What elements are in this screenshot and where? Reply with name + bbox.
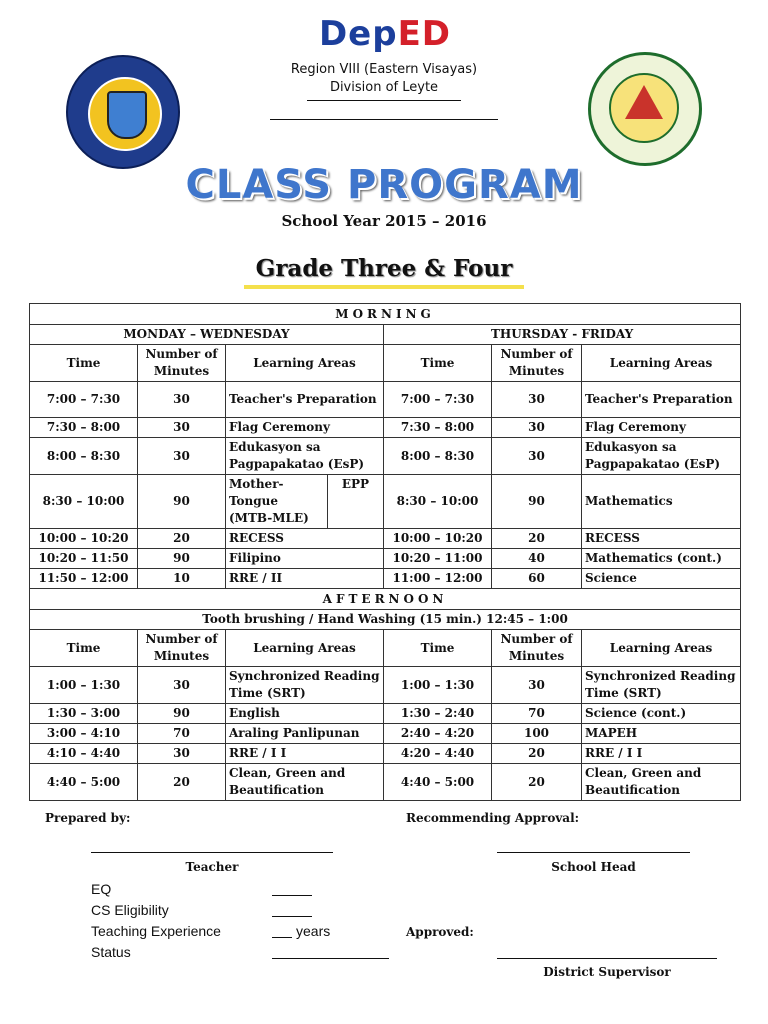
cell-minutes: 20	[138, 529, 226, 549]
cell-area: RECESS	[582, 529, 741, 549]
seal-inner	[88, 77, 162, 151]
cell-area: Synchronized Reading Time (SRT)	[582, 667, 741, 704]
teacher-signature-line	[91, 852, 333, 853]
col-minutes: Number of Minutes	[492, 630, 582, 667]
cell-time: 10:00 – 10:20	[30, 529, 138, 549]
table-row	[30, 549, 741, 569]
status-label: Status	[91, 944, 131, 960]
cell-time: 7:00 – 7:30	[30, 382, 138, 418]
cell-time: 1:30 – 3:00	[30, 704, 138, 724]
col-areas: Learning Areas	[226, 630, 384, 667]
cell-time: 7:00 – 7:30	[384, 382, 492, 418]
cell-area-epp: EPP	[328, 475, 384, 529]
col-time: Time	[384, 345, 492, 382]
teaching-experience-blank	[272, 937, 292, 938]
cell-area: Flag Ceremony	[226, 418, 384, 438]
cell-minutes: 30	[492, 667, 582, 704]
cell-area: RRE / I I	[226, 744, 384, 764]
cell-area: Edukasyon sa Pagpapakatao (EsP)	[582, 438, 741, 475]
district-supervisor-signature-line	[497, 958, 717, 959]
cs-eligibility-blank	[272, 916, 312, 917]
school-year: School Year 2015 – 2016	[281, 212, 487, 230]
column-header-row	[30, 345, 741, 382]
shield-icon	[107, 91, 147, 139]
cell-minutes: 30	[492, 382, 582, 418]
cs-eligibility-label: CS Eligibility	[91, 902, 169, 918]
cell-area: Mathematics (cont.)	[582, 549, 741, 569]
eq-blank	[272, 895, 312, 896]
days-left: MONDAY – WEDNESDAY	[30, 325, 384, 345]
cell-minutes: 30	[138, 418, 226, 438]
cell-area: RRE / I I	[582, 744, 741, 764]
blank-line-1	[307, 100, 461, 101]
cell-minutes: 90	[138, 475, 226, 529]
tooth-brushing-row	[30, 610, 741, 630]
recommending-approval-label: Recommending Approval:	[406, 811, 580, 825]
table-row	[30, 569, 741, 589]
cell-time: 3:00 – 4:10	[30, 724, 138, 744]
cell-time: 4:40 – 5:00	[30, 764, 138, 801]
cell-time: 8:30 – 10:00	[30, 475, 138, 529]
cell-minutes: 30	[138, 744, 226, 764]
cell-time: 8:30 – 10:00	[384, 475, 492, 529]
cell-time: 4:20 – 4:40	[384, 744, 492, 764]
eq-label: EQ	[91, 881, 112, 897]
cell-minutes: 70	[492, 704, 582, 724]
grade-title: Grade Three & Four	[255, 255, 513, 282]
column-header-row	[30, 630, 741, 667]
cell-area: Teacher's Preparation	[582, 382, 741, 418]
cell-time: 8:00 – 8:30	[30, 438, 138, 475]
table-row	[30, 764, 741, 801]
status-blank	[272, 958, 389, 959]
cell-area: Science	[582, 569, 741, 589]
cell-area: Mathematics	[582, 475, 741, 529]
afternoon-header-row	[30, 589, 741, 610]
cell-minutes: 20	[138, 764, 226, 801]
col-areas: Learning Areas	[226, 345, 384, 382]
cell-area: Synchronized Reading Time (SRT)	[226, 667, 384, 704]
col-areas: Learning Areas	[582, 345, 741, 382]
seal-inner	[609, 73, 679, 143]
division-label: Division of Leyte	[329, 80, 439, 95]
cell-area: Edukasyon sa Pagpapakatao (EsP)	[226, 438, 384, 475]
cell-area: Teacher's Preparation	[226, 382, 384, 418]
cell-minutes: 10	[138, 569, 226, 589]
col-areas: Learning Areas	[582, 630, 741, 667]
cell-minutes: 30	[138, 382, 226, 418]
afternoon-label: AFTERNOON	[30, 589, 741, 610]
cell-time: 1:00 – 1:30	[30, 667, 138, 704]
cell-minutes: 30	[492, 418, 582, 438]
cell-area: Flag Ceremony	[582, 418, 741, 438]
cell-area: Clean, Green and Beautification	[582, 764, 741, 801]
cell-area: Clean, Green and Beautification	[226, 764, 384, 801]
cell-minutes: 90	[138, 549, 226, 569]
cell-minutes: 20	[492, 529, 582, 549]
cell-minutes: 70	[138, 724, 226, 744]
cell-minutes: 90	[492, 475, 582, 529]
cell-minutes: 30	[492, 438, 582, 475]
cell-minutes: 30	[138, 667, 226, 704]
cell-time: 10:00 – 10:20	[384, 529, 492, 549]
cell-area: Araling Panlipunan	[226, 724, 384, 744]
triangle-icon	[625, 85, 663, 119]
table-row	[30, 438, 741, 475]
cell-minutes: 20	[492, 744, 582, 764]
school-head-signature-line	[497, 852, 690, 853]
teacher-label: Teacher	[185, 860, 239, 874]
col-minutes: Number of Minutes	[138, 345, 226, 382]
col-time: Time	[384, 630, 492, 667]
class-program-table	[29, 303, 741, 801]
days-row	[30, 325, 741, 345]
col-time: Time	[30, 345, 138, 382]
table-row	[30, 382, 741, 418]
cell-minutes: 40	[492, 549, 582, 569]
page-title: CLASS PROGRAM	[185, 162, 583, 208]
table-row	[30, 704, 741, 724]
cell-area: RRE / II	[226, 569, 384, 589]
blank-line-2	[270, 119, 498, 120]
col-minutes: Number of Minutes	[138, 630, 226, 667]
table-row	[30, 475, 741, 529]
cell-area: English	[226, 704, 384, 724]
cell-minutes: 100	[492, 724, 582, 744]
cell-time: 4:10 – 4:40	[30, 744, 138, 764]
division-seal-right	[588, 52, 702, 166]
cell-time: 7:30 – 8:00	[384, 418, 492, 438]
table-row	[30, 724, 741, 744]
years-label: years	[296, 923, 331, 939]
cell-time: 11:00 – 12:00	[384, 569, 492, 589]
cell-time: 10:20 – 11:00	[384, 549, 492, 569]
table-row	[30, 667, 741, 704]
school-head-label: School Head	[551, 860, 636, 874]
cell-minutes: 30	[138, 438, 226, 475]
deped-logo: DepED	[318, 14, 452, 54]
cell-time: 1:30 – 2:40	[384, 704, 492, 724]
cell-time: 4:40 – 5:00	[384, 764, 492, 801]
table-row	[30, 744, 741, 764]
region-label: Region VIII (Eastern Visayas)	[290, 62, 478, 77]
cell-area: RECESS	[226, 529, 384, 549]
morning-label: MORNING	[30, 304, 741, 325]
cell-time: 1:00 – 1:30	[384, 667, 492, 704]
cell-area: Science (cont.)	[582, 704, 741, 724]
col-time: Time	[30, 630, 138, 667]
cell-time: 7:30 – 8:00	[30, 418, 138, 438]
cell-time: 10:20 – 11:50	[30, 549, 138, 569]
approved-label: Approved:	[406, 925, 474, 939]
cell-minutes: 20	[492, 764, 582, 801]
cell-time: 8:00 – 8:30	[384, 438, 492, 475]
grade-highlight	[244, 285, 524, 289]
days-right: THURSDAY - FRIDAY	[384, 325, 741, 345]
deped-seal-left	[66, 55, 180, 169]
cell-minutes: 60	[492, 569, 582, 589]
teaching-experience-label: Teaching Experience	[91, 923, 221, 939]
cell-time: 11:50 – 12:00	[30, 569, 138, 589]
prepared-by-label: Prepared by:	[45, 811, 131, 825]
table-row	[30, 418, 741, 438]
tooth-brushing-label: Tooth brushing / Hand Washing (15 min.) 12:45 – 1:00	[30, 610, 741, 630]
district-supervisor-label: District Supervisor	[543, 965, 671, 979]
cell-area: Filipino	[226, 549, 384, 569]
col-minutes: Number of Minutes	[492, 345, 582, 382]
cell-minutes: 90	[138, 704, 226, 724]
cell-area: MAPEH	[582, 724, 741, 744]
cell-area: Mother-Tongue (MTB-MLE)	[226, 475, 328, 529]
table-row	[30, 529, 741, 549]
cell-time: 2:40 – 4:20	[384, 724, 492, 744]
morning-header-row	[30, 304, 741, 325]
